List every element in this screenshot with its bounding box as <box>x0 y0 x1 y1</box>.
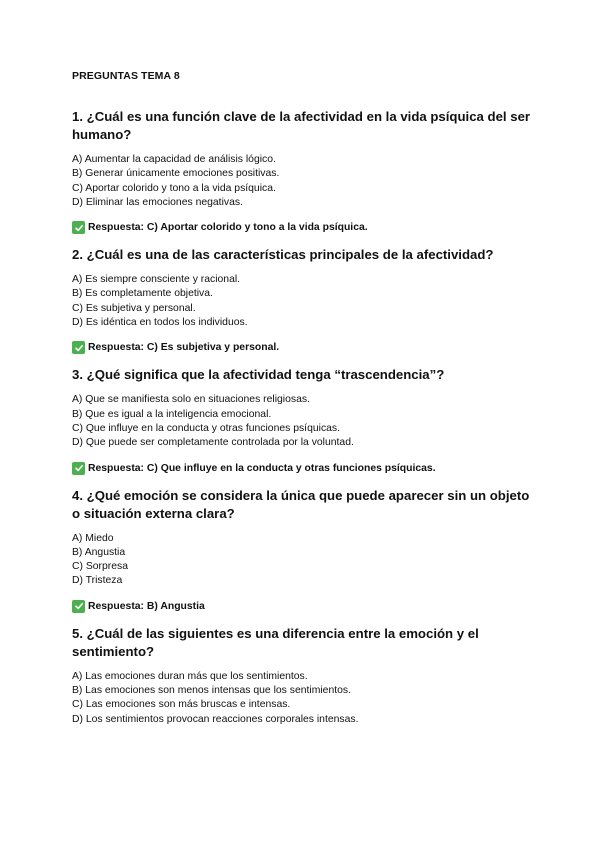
option-b: B) Que es igual a la inteligencia emocional. <box>72 408 272 420</box>
question-title: 1. ¿Cuál es una función clave de la afectividad en la vida psíquica del ser humano? <box>72 109 531 142</box>
question-1 <box>72 108 532 234</box>
option-a: A) Aumentar la capacidad de análisis lógico. <box>72 154 276 165</box>
option-a: A) Es siempre consciente y racional. <box>72 274 241 286</box>
answer-line <box>72 600 532 613</box>
options-list <box>72 153 532 210</box>
check-mark-icon <box>72 341 85 354</box>
document-title: PREGUNTAS TEMA 8 <box>72 70 180 82</box>
question-title: 5. ¿Cuál de las siguientes es una diferencia entre la emoción y el sentimiento? <box>72 625 479 659</box>
option-c: C) Es subjetiva y personal. <box>72 302 196 314</box>
answer-text: Respuesta: C) Aportar colorido y tono a la vida psíquica. <box>88 222 368 234</box>
question-2 <box>72 246 532 354</box>
option-a: A) Las emociones duran más que los sentimientos. <box>72 670 308 682</box>
option-d: D) Es idéntica en todos los individuos. <box>72 317 248 329</box>
option-b: B) Las emociones son menos intensas que los sentimientos. <box>72 685 351 697</box>
question-3 <box>72 366 532 474</box>
option-b: B) Es completamente objetiva. <box>72 288 213 300</box>
answer-line <box>72 221 532 234</box>
document-page <box>72 70 532 738</box>
question-title: 4. ¿Qué emoción se considera la única que puede aparecer sin un objeto o situación externa clara? <box>72 487 530 521</box>
option-a: A) Miedo <box>72 532 114 544</box>
check-mark-icon <box>72 221 85 234</box>
options-list <box>72 273 532 330</box>
option-c: C) Aportar colorido y tono a la vida psíquica. <box>72 182 276 194</box>
options-list <box>72 393 532 450</box>
option-c: C) Que influye en la conducta y otras funciones psíquicas. <box>72 422 340 434</box>
answer-text: Respuesta: B) Angustia <box>88 600 205 612</box>
check-mark-icon <box>72 462 85 475</box>
question-4 <box>72 487 532 613</box>
question-title: 3. ¿Qué significa que la afectividad tenga “trascendencia”? <box>72 367 445 383</box>
option-c: C) Sorpresa <box>72 561 129 573</box>
option-c: C) Las emociones son más bruscas e intensas. <box>72 699 291 711</box>
option-d: D) Que puede ser completamente controlada por la voluntad. <box>72 437 354 449</box>
answer-text: Respuesta: C) Que influye en la conducta y otras funciones psíquicas. <box>88 462 436 474</box>
question-5 <box>72 625 532 727</box>
option-b: B) Generar únicamente emociones positivas. <box>72 168 280 180</box>
answer-line <box>72 462 532 475</box>
check-mark-icon <box>72 600 85 613</box>
answer-text: Respuesta: C) Es subjetiva y personal. <box>88 342 280 354</box>
option-d: D) Tristeza <box>72 575 123 587</box>
option-a: A) Que se manifiesta solo en situaciones religiosas. <box>72 394 310 406</box>
options-list <box>72 670 532 727</box>
option-b: B) Angustia <box>72 546 126 558</box>
option-d: D) Eliminar las emociones negativas. <box>72 196 243 208</box>
option-d: D) Los sentimientos provocan reacciones corporales intensas. <box>72 713 359 725</box>
answer-line <box>72 341 532 354</box>
options-list <box>72 532 532 589</box>
question-title: 2. ¿Cuál es una de las características principales de la afectividad? <box>72 247 494 263</box>
